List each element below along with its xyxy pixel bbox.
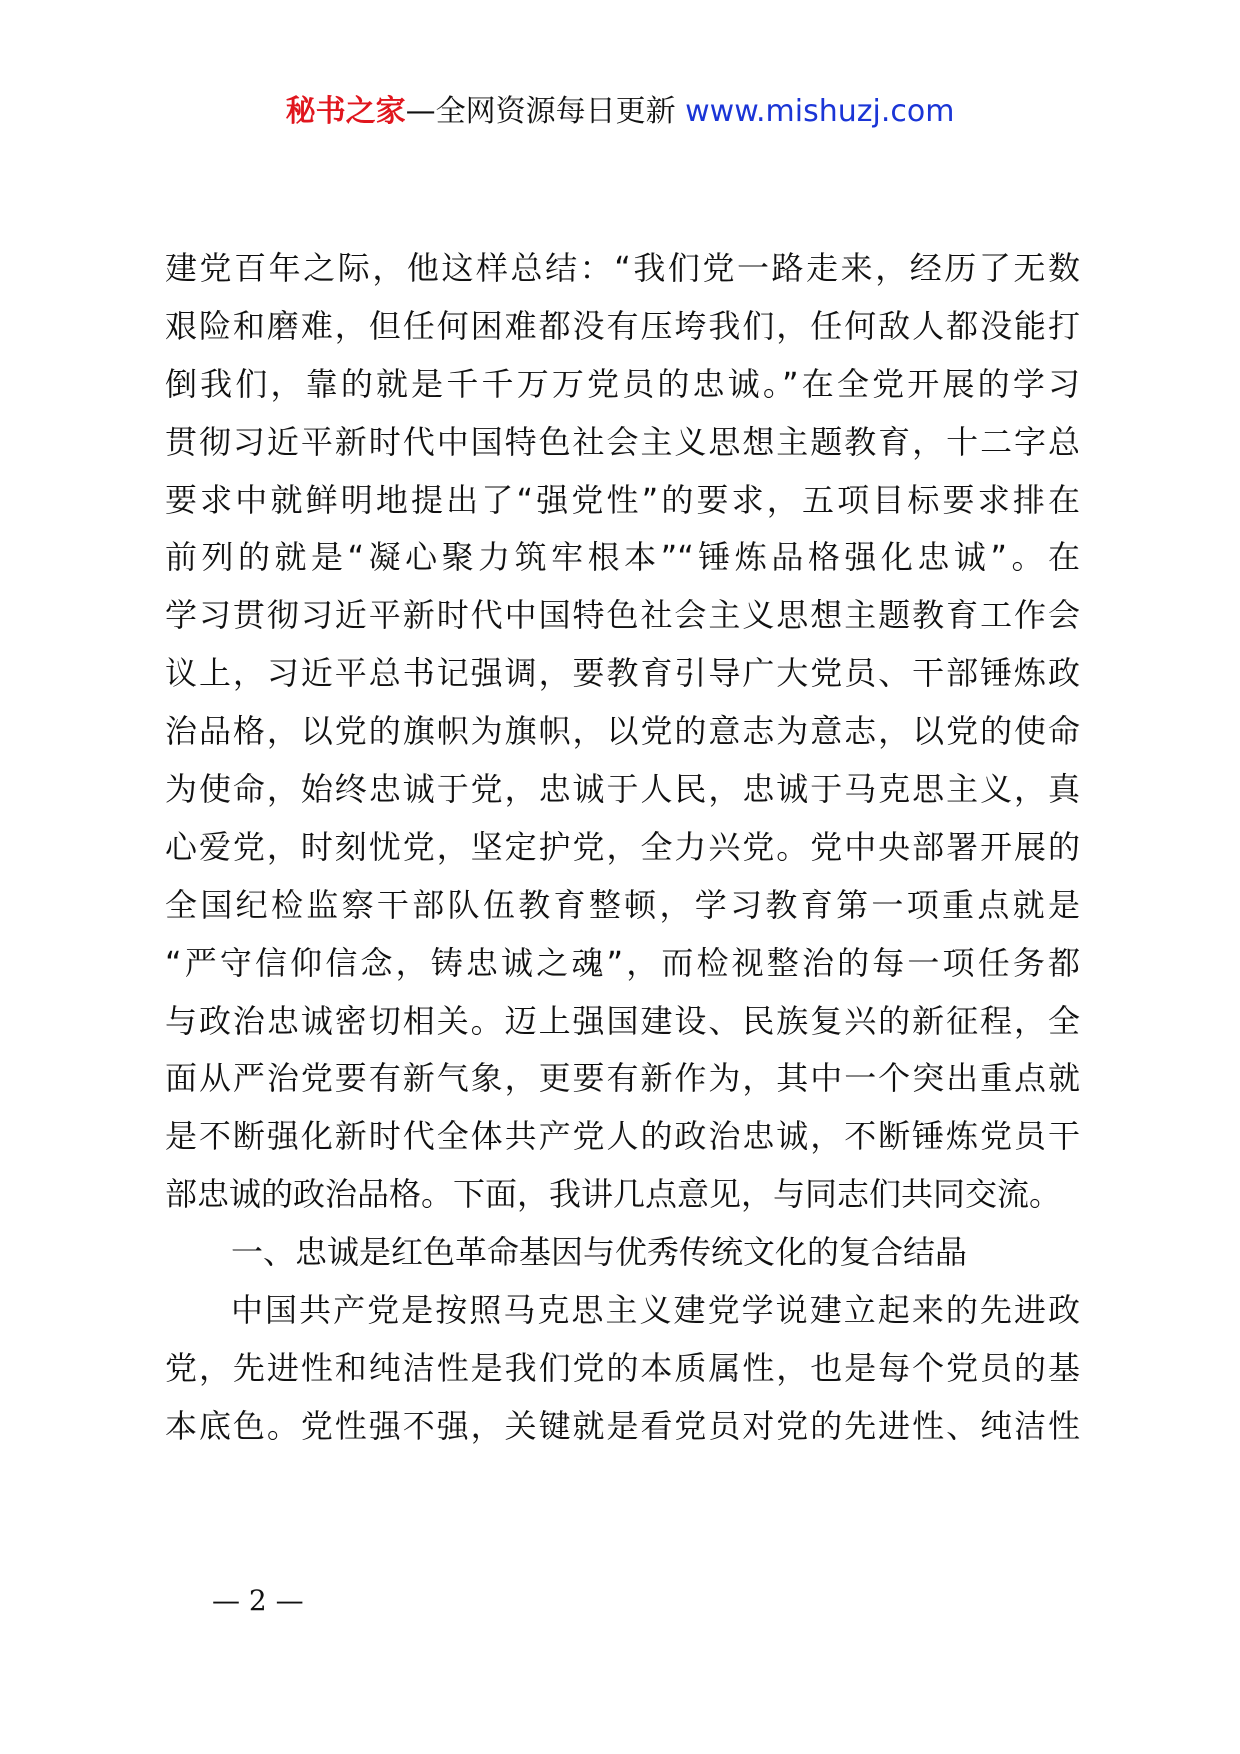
- text-line: 与政治忠诚密切相关。迈上强国建设、民族复兴的新征程，全: [165, 1001, 1080, 1040]
- text-line: 贯彻习近平新时代中国特色社会主义思想主题教育，十二字总: [165, 422, 1080, 461]
- text-line: 治品格，以党的旗帜为旗帜，以党的意志为意志，以党的使命: [165, 712, 1080, 751]
- document-body: [165, 240, 1080, 1456]
- text-line: 倒我们，靠的就是千千万万党员的忠诚。”在全党开展的学习: [165, 364, 1080, 403]
- site-header: [0, 92, 1240, 132]
- site-slogan: —全网资源每日更新: [405, 94, 686, 129]
- text-line: 艰险和磨难，但任何困难都没有压垮我们，任何敌人都没能打: [165, 306, 1080, 345]
- text-line: 中国共产党是按照马克思主义建党学说建立起来的先进政: [231, 1291, 1080, 1330]
- site-brand: 秘书之家: [285, 94, 406, 129]
- text-line: 议上，习近平总书记强调，要教育引导广大党员、干部锤炼政: [165, 654, 1080, 693]
- text-line: 面从严治党要有新气象，更要有新作为，其中一个突出重点就: [165, 1059, 1080, 1098]
- text-line: 心爱党，时刻忧党，坚定护党，全力兴党。党中央部署开展的: [165, 827, 1080, 866]
- text-line: 学习贯彻习近平新时代中国特色社会主义思想主题教育工作会: [165, 596, 1080, 635]
- text-line: “严守信仰信念，铸忠诚之魂”，而检视整治的每一项任务都: [165, 943, 1080, 982]
- text-line: 为使命，始终忠诚于党，忠诚于人民，忠诚于马克思主义，真: [165, 770, 1080, 809]
- text-line: 本底色。党性强不强，关键就是看党员对党的先进性、纯洁性: [165, 1406, 1080, 1445]
- site-url-link[interactable]: www.mishuzj.com: [685, 94, 955, 129]
- text-line: 全国纪检监察干部队伍教育整顿，学习教育第一项重点就是: [165, 885, 1080, 924]
- text-line: 前列的就是“凝心聚力筑牢根本”“锤炼品格强化忠诚”。在: [165, 538, 1080, 577]
- page-number: — 2 —: [212, 1584, 304, 1617]
- text-line: 是不断强化新时代全体共产党人的政治忠诚，不断锤炼党员干: [165, 1117, 1080, 1156]
- section-heading: 一、忠诚是红色革命基因与优秀传统文化的复合结晶: [231, 1233, 968, 1272]
- text-line: 要求中就鲜明地提出了“强党性”的要求，五项目标要求排在: [165, 480, 1080, 519]
- text-line: 部忠诚的政治品格。下面，我讲几点意见，与同志们共同交流。: [165, 1175, 1062, 1214]
- text-line: 党，先进性和纯洁性是我们党的本质属性，也是每个党员的基: [165, 1348, 1080, 1387]
- text-line: 建党百年之际，他这样总结：“我们党一路走来，经历了无数: [165, 249, 1080, 287]
